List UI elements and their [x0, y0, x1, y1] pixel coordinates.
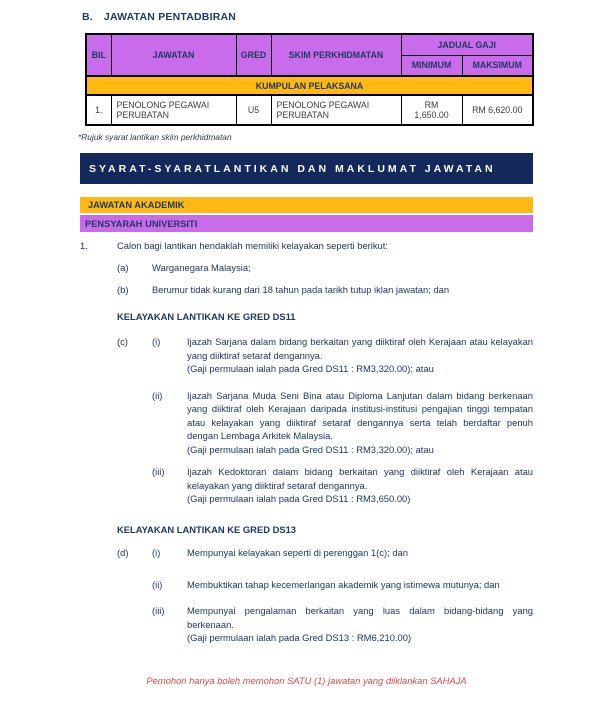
- col-header-jadual-gaji: JADUAL GAJI: [401, 34, 533, 55]
- list-marker: [117, 578, 152, 592]
- item-body: [187, 465, 533, 506]
- cell-maksimum: RM 6,620.00: [462, 95, 533, 125]
- salary-note: (Gaji permulaan ialah pada Gred DS13 : RM6,210.00): [187, 632, 412, 643]
- item-text: Ijazah Kedoktoran dalam bidang berkaitan yang diiktiraf oleh Kerajaan atau kelayakan yang diiktiraf setaraf dengannya.: [187, 466, 533, 491]
- ds11-heading: KELAYAKAN LANTIKAN KE GRED DS11: [117, 310, 296, 322]
- requirements-list: [80, 239, 533, 645]
- item-text: Ijazah Sarjana Muda Seni Bina atau Diploma Lanjutan dalam bidang berkenaan yang diiktiraf oleh Kerajaan daripada institusi-institusi pengajian tinggi tempatan atau kelayakan yang diiktiraf setaraf dengannya serta telah berdaftar penuh dengan Lembaga Arkitek Malaysia.: [187, 389, 533, 441]
- group-row-label: KUMPULAN PELAKSANA: [86, 76, 533, 95]
- list-item-c-iii: [117, 465, 533, 506]
- col-header-skim: SKIM PERKHIDMATAN: [271, 34, 401, 76]
- col-header-gred: GRED: [236, 34, 271, 76]
- list-marker: (a): [117, 261, 129, 273]
- list-item-d-ii: [117, 578, 533, 592]
- list-marker: [117, 465, 152, 506]
- item-body: [187, 604, 533, 645]
- salary-note: (Gaji permulaan ialah pada Gred DS11 : RM3,320.00); atau: [187, 443, 434, 455]
- col-header-minimum: MINIMUM: [401, 55, 462, 76]
- salary-note: (Gaji permulaan ialah pada Gred DS11 : RM3,320.00); atau: [187, 363, 434, 374]
- section-heading: [80, 11, 533, 23]
- item-text: Berumur tidak kurang dari 18 tahun pada tarikh tutup iklan jawatan; dan: [152, 284, 450, 295]
- table-header-row: [86, 34, 533, 55]
- list-marker: (i): [152, 547, 161, 558]
- ds13-heading: KELAYAKAN LANTIKAN KE GRED DS13: [117, 523, 297, 535]
- cell-minimum: RM 1,650.00: [401, 95, 462, 125]
- item-text: Ijazah Sarjana dalam bidang berkaitan yang diiktiraf oleh Kerajaan atau kelayakan yang diiktiraf setaraf dengannya.: [187, 336, 533, 361]
- list-item-d-i: [117, 546, 533, 560]
- list-marker: [117, 389, 152, 457]
- item-body: [187, 389, 533, 457]
- cell-bil: 1.: [86, 95, 111, 125]
- list-marker: (iii): [152, 605, 165, 616]
- list-marker: (i): [152, 336, 161, 347]
- list-item-c-ii: [117, 389, 533, 457]
- requirement-intro: [80, 239, 533, 253]
- list-marker: (d): [117, 547, 129, 558]
- item-text: Warganegara Malaysia;: [152, 261, 251, 273]
- salary-table: [85, 33, 534, 126]
- group-row: [86, 76, 533, 95]
- item-text: Mempunyai kelayakan seperti di perenggan 1(c); dan: [187, 547, 408, 558]
- salary-note: (Gaji permulaan ialah pada Gred DS11 : RM3,650.00): [187, 493, 411, 504]
- intro-text: Calon bagi lantikan hendaklah memiliki kelayakan seperti berikut:: [117, 240, 388, 251]
- col-header-jawatan: JAWATAN: [111, 34, 236, 76]
- list-item-c-i: [117, 335, 533, 376]
- section-letter: B.: [82, 11, 93, 23]
- list-item-b: [117, 283, 533, 297]
- cell-gred: U5: [236, 95, 271, 125]
- list-marker: [117, 604, 152, 645]
- list-marker: (ii): [152, 578, 163, 590]
- list-item-d-iii: [117, 604, 533, 645]
- list-marker: (b): [117, 284, 129, 295]
- list-item-a: [117, 261, 533, 275]
- position-banner: PENSYARAH UNIVERSITI: [80, 215, 533, 232]
- item-body: [187, 335, 533, 376]
- list-marker: (iii): [152, 466, 165, 477]
- table-footnote: *Rujuk syarat lantikan skim perkhidmatan: [78, 132, 232, 142]
- item-text: Membuktikan tahap kecemerlangan akademik yang istimewa mutunya; dan: [187, 578, 500, 590]
- main-section-banner: SYARAT-SYARATLANTIKAN DAN MAKLUMAT JAWATAN: [80, 153, 533, 184]
- cell-jawatan: PENOLONG PEGAWAI PERUBATAN: [111, 95, 236, 125]
- list-number: 1.: [80, 240, 88, 251]
- section-title: JAWATAN PENTADBIRAN: [103, 11, 237, 23]
- academic-section-banner: JAWATAN AKADEMIK: [80, 197, 533, 213]
- item-text: Mempunyai pengalaman berkaitan yang luas dalam bidang-bidang yang berkenaan.: [187, 605, 533, 630]
- list-marker: (c): [117, 336, 128, 347]
- col-header-bil: BIL: [86, 34, 111, 76]
- cell-skim: PENOLONG PEGAWAI PERUBATAN: [271, 95, 401, 125]
- table-row: [86, 95, 533, 125]
- application-limit-notice: Pemohon hanya boleh memohon SATU (1) jawatan yang diiklankan SAHAJA: [146, 674, 467, 686]
- list-marker: (ii): [152, 389, 163, 401]
- col-header-maksimum: MAKSIMUM: [462, 55, 533, 76]
